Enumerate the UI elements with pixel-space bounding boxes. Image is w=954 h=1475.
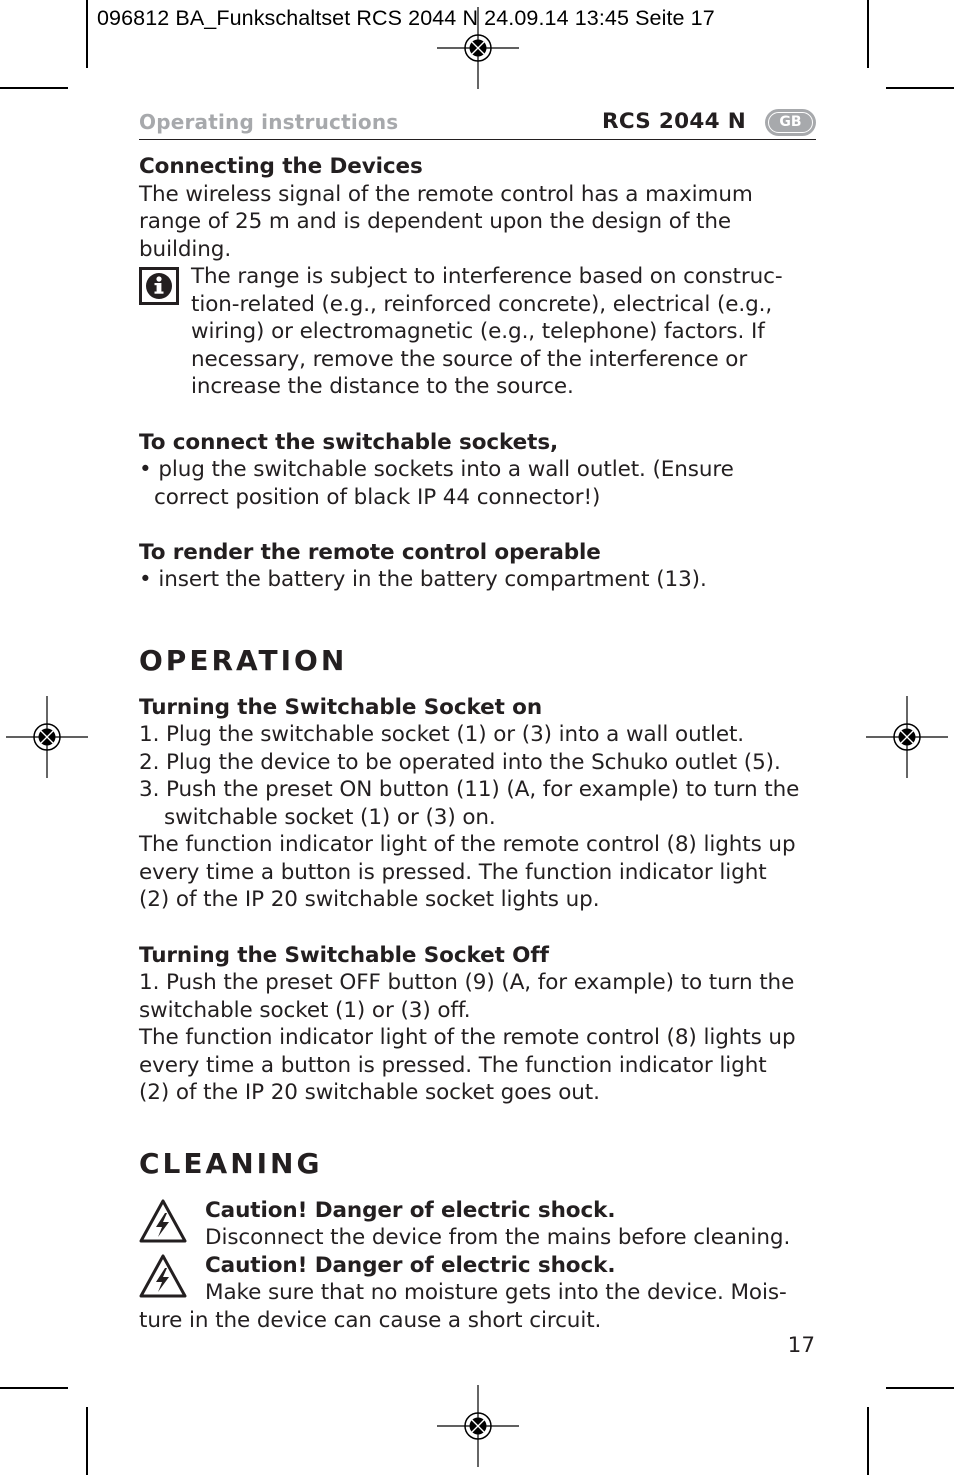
switch-off-note: every time a button is pressed. The function indicator light xyxy=(139,1053,767,1078)
switch-off-step: 1. Push the preset OFF button (9) (A, for example) to turn the xyxy=(139,970,795,995)
remote-operable-line: • insert the battery in the battery compartment (13). xyxy=(139,567,707,592)
switch-on-note: every time a button is pressed. The function indicator light xyxy=(139,860,767,885)
crop-mark xyxy=(0,1387,68,1389)
crop-mark xyxy=(867,1407,869,1475)
crop-mark xyxy=(86,0,88,68)
operation-title: OPERATION xyxy=(139,644,348,677)
info-line: wiring) or electromagnetic (e.g., telephone) factors. If xyxy=(191,319,765,344)
crop-mark xyxy=(886,1387,954,1389)
switch-on-step: switchable socket (1) or (3) on. xyxy=(164,805,496,830)
registration-mark-icon xyxy=(437,7,519,89)
connecting-heading: Connecting the Devices xyxy=(139,154,423,179)
caution-text: Make sure that no moisture gets into the device. Mois- xyxy=(205,1280,787,1305)
remote-operable-heading: To render the remote control operable xyxy=(139,540,601,565)
switch-off-heading: Turning the Switchable Socket Off xyxy=(139,943,549,968)
connecting-line: The wireless signal of the remote control has a maximum xyxy=(139,182,753,207)
print-header: 096812 BA_Funkschaltset RCS 2044 N 24.09.14 13:45 Seite 17 xyxy=(97,6,715,30)
crop-mark xyxy=(86,1407,88,1475)
switch-off-note: The function indicator light of the remote control (8) lights up xyxy=(139,1025,796,1050)
electric-shock-warning-icon xyxy=(139,1198,187,1244)
model-label: RCS 2044 N xyxy=(601,109,746,134)
switch-off-note: (2) of the IP 20 switchable socket goes out. xyxy=(139,1080,600,1105)
info-icon xyxy=(139,267,179,305)
connect-sockets-line: correct position of black IP 44 connector!) xyxy=(154,485,601,510)
running-head xyxy=(139,108,816,140)
registration-mark-icon xyxy=(6,696,88,778)
crop-mark xyxy=(867,0,869,68)
caution-heading: Caution! Danger of electric shock. xyxy=(205,1198,616,1223)
caution-text: Disconnect the device from the mains before cleaning. xyxy=(205,1225,791,1250)
switch-on-note: (2) of the IP 20 switchable socket lights up. xyxy=(139,887,600,912)
switch-on-step: 3. Push the preset ON button (11) (A, for example) to turn the xyxy=(139,777,800,802)
info-line: The range is subject to interference based on construc- xyxy=(191,264,783,289)
switch-on-note: The function indicator light of the remote control (8) lights up xyxy=(139,832,796,857)
switch-on-step: 1. Plug the switchable socket (1) or (3) into a wall outlet. xyxy=(139,722,745,747)
caution-text: ture in the device can cause a short circuit. xyxy=(139,1308,602,1333)
connect-sockets-line: • plug the switchable sockets into a wall outlet. (Ensure xyxy=(139,457,734,482)
info-line: increase the distance to the source. xyxy=(191,374,574,399)
cleaning-title: CLEANING xyxy=(139,1147,323,1180)
info-line: necessary, remove the source of the interference or xyxy=(191,347,748,372)
switch-on-heading: Turning the Switchable Socket on xyxy=(139,695,543,720)
connecting-line: building. xyxy=(139,237,232,262)
registration-mark-icon xyxy=(866,696,948,778)
connect-sockets-heading: To connect the switchable sockets, xyxy=(139,430,559,455)
info-line: tion-related (e.g., reinforced concrete), electrical (e.g., xyxy=(191,292,773,317)
section-label: Operating instructions xyxy=(139,110,399,134)
page-number: 17 xyxy=(787,1333,815,1358)
electric-shock-warning-icon xyxy=(139,1253,187,1299)
switch-on-step: 2. Plug the device to be operated into the Schuko outlet (5). xyxy=(139,750,781,775)
switch-off-step: switchable socket (1) or (3) off. xyxy=(139,998,471,1023)
registration-mark-icon xyxy=(437,1385,519,1467)
caution-heading: Caution! Danger of electric shock. xyxy=(205,1253,616,1278)
crop-mark xyxy=(0,87,68,89)
crop-mark xyxy=(886,87,954,89)
connecting-line: range of 25 m and is dependent upon the design of the xyxy=(139,209,732,234)
language-badge: GB xyxy=(765,109,816,136)
